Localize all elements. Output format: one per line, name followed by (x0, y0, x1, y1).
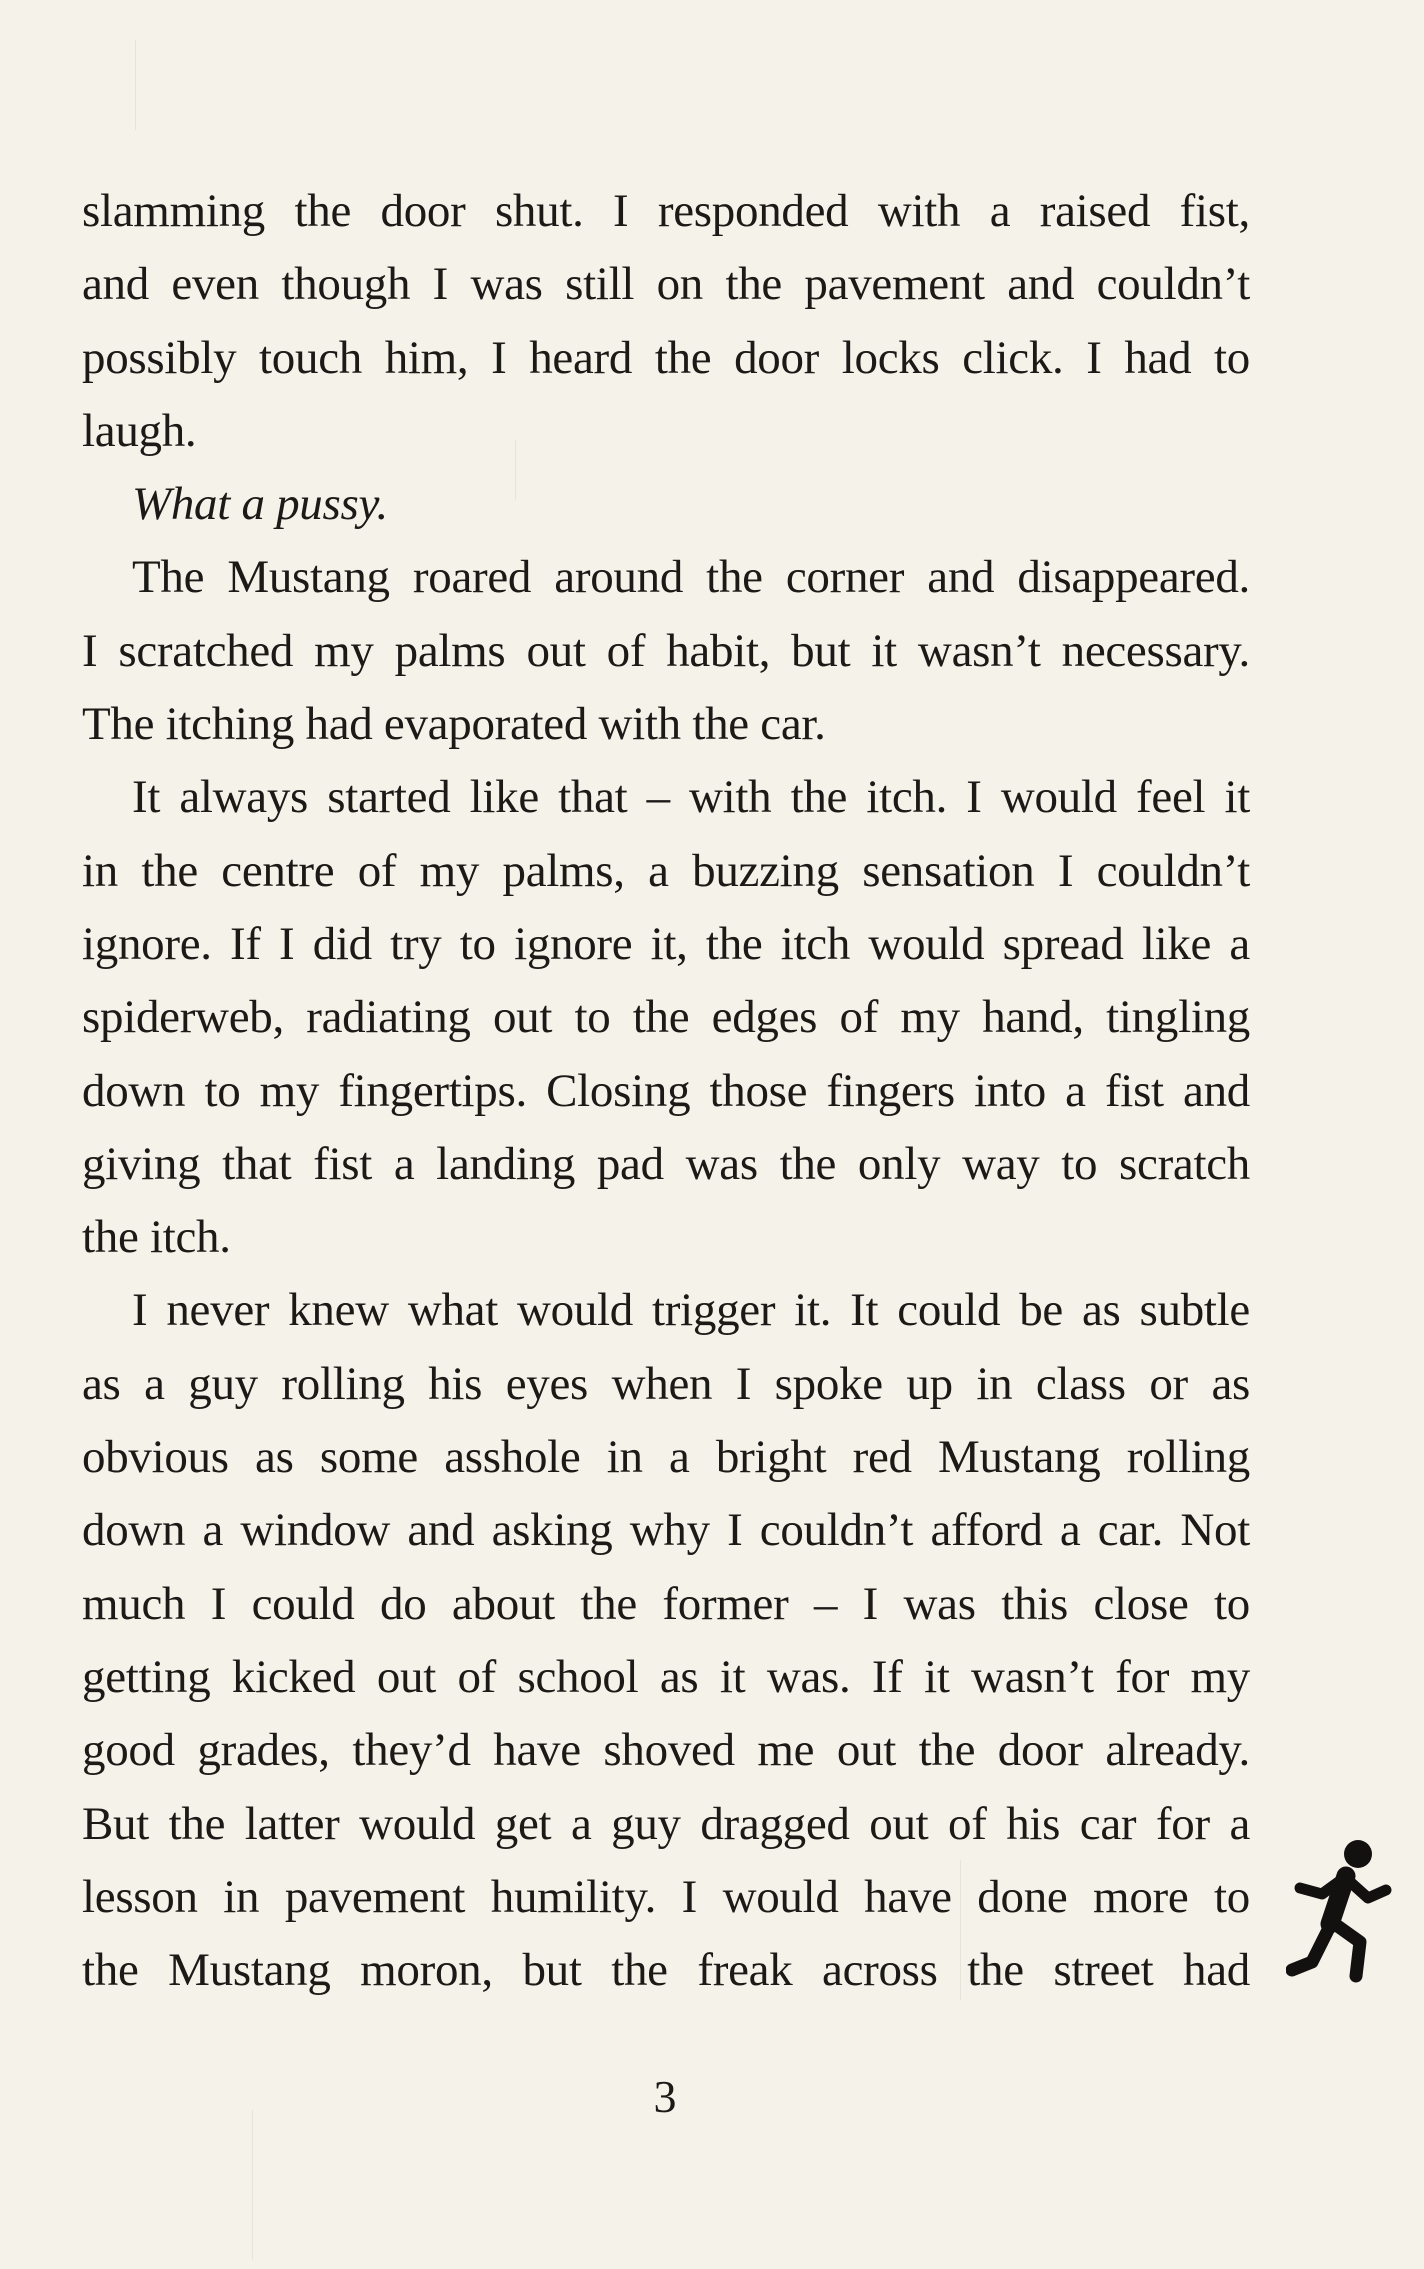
text-line: I scratched my palms out of habit, but it wasn’t necessary. (82, 624, 1250, 677)
text-line: ignore. If I did try to ignore it, the itch would spread like a (82, 917, 1250, 970)
text-line: down to my fingertips. Closing those fingers into a fist and (82, 1064, 1250, 1117)
text-line: the Mustang moron, but the freak across the street had (82, 1944, 1250, 1997)
text-line: lesson in pavement humility. I would have done more to (82, 1870, 1250, 1923)
body-text (82, 175, 1250, 2007)
text-line-italic (82, 468, 1250, 541)
text-line: the itch. (82, 1211, 231, 1264)
text-line: slamming the door shut. I responded with a raised fist, (82, 185, 1250, 237)
text-line: possibly touch him, I heard the door locks click. I had to (82, 331, 1250, 384)
text-line: good grades, they’d have shoved me out the door already. (82, 1724, 1250, 1777)
text-line: The Mustang roared around the corner and disappeared. (132, 551, 1250, 604)
scan-artifact (252, 2110, 253, 2260)
text-line: I never knew what would trigger it. It could be as subtle (132, 1284, 1250, 1337)
text-line: as a guy rolling his eyes when I spoke up in class or as (82, 1357, 1250, 1410)
page-number: 3 (653, 2071, 677, 2122)
text-line: The itching had evaporated with the car. (82, 698, 826, 751)
text-line: much I could do about the former – I was this close to (82, 1577, 1250, 1630)
text-line: getting kicked out of school as it was. If it wasn’t for my (82, 1650, 1250, 1703)
text-line: It always started like that – with the itch. I would feel it (132, 771, 1250, 824)
text-line: down a window and asking why I couldn’t afford a car. Not (82, 1504, 1250, 1557)
text-line: giving that fist a landing pad was the only way to scratch (82, 1137, 1250, 1190)
text-line: But the latter would get a guy dragged out of his car for a (82, 1797, 1250, 1850)
text-line: and even though I was still on the pavement and couldn’t (82, 258, 1250, 311)
scan-artifact (135, 40, 136, 130)
text-line: spiderweb, radiating out to the edges of my hand, tingling (82, 991, 1250, 1044)
text-line: in the centre of my palms, a buzzing sensation I couldn’t (82, 844, 1250, 897)
text-line: laugh. (82, 404, 197, 457)
running-man-icon (1286, 1836, 1396, 1996)
italic-text: What a pussy. (132, 478, 388, 531)
text-line: obvious as some asshole in a bright red Mustang rolling (82, 1431, 1250, 1484)
